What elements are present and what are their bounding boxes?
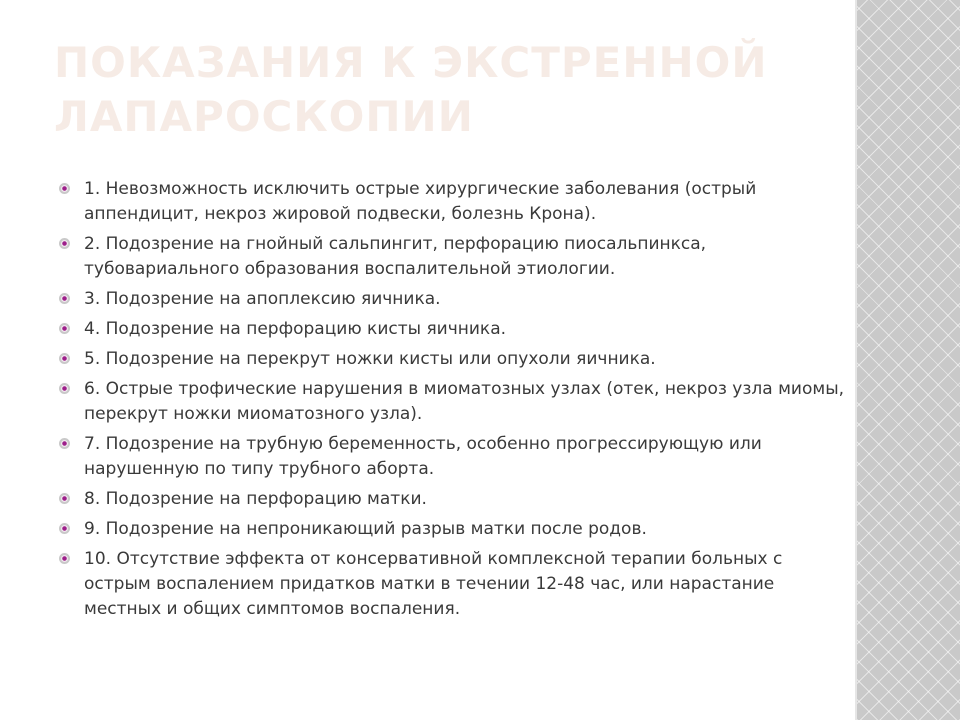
list-item-text: 8. Подозрение на перфорацию матки. xyxy=(84,489,427,509)
list-item-text: 3. Подозрение на апоплексию яичника. xyxy=(84,289,441,309)
list-item xyxy=(58,377,848,427)
list-item xyxy=(58,547,848,622)
list-item xyxy=(58,487,848,512)
list-item xyxy=(58,517,848,542)
list-item-text: 1. Невозможность исключить острые хирургические заболевания (острый аппендицит, некроз жировой подвески, болезнь Крона). xyxy=(84,179,757,224)
decorative-side-panel xyxy=(857,0,960,720)
list-item xyxy=(58,232,848,282)
bullet-icon xyxy=(59,438,70,449)
bullet-icon xyxy=(59,353,70,364)
list-item xyxy=(58,287,848,312)
bullet-icon xyxy=(59,293,70,304)
bullet-icon xyxy=(59,183,70,194)
bullet-icon xyxy=(59,383,70,394)
indications-list xyxy=(58,177,848,622)
list-item xyxy=(58,432,848,482)
list-item-text: 7. Подозрение на трубную беременность, особенно прогрессирующую или нарушенную по типу трубного аборта. xyxy=(84,434,762,479)
bullet-icon xyxy=(59,493,70,504)
slide-title: ПОКАЗАНИЯ К ЭКСТРЕННОЙ ЛАПАРОСКОПИИ xyxy=(54,38,768,141)
list-item-text: 5. Подозрение на перекрут ножки кисты или опухоли яичника. xyxy=(84,349,656,369)
list-item-text: 10. Отсутствие эффекта от консервативной комплексной терапии больных с острым воспалением придатков матки в течении 12-48 час, или нарастание местных и общих симптомов воспаления. xyxy=(84,549,783,619)
bullet-icon xyxy=(59,553,70,564)
bullet-icon xyxy=(59,323,70,334)
list-item xyxy=(58,347,848,372)
list-item-text: 2. Подозрение на гнойный сальпингит, перфорацию пиосальпинкса, тубовариального образования воспалительной этиологии. xyxy=(84,234,707,279)
list-item-text: 4. Подозрение на перфорацию кисты яичника. xyxy=(84,319,507,339)
bullet-icon xyxy=(59,523,70,534)
list-item xyxy=(58,317,848,342)
list-item-text: 6. Острые трофические нарушения в миоматозных узлах (отек, некроз узла миомы, перекрут ножки миоматозного узла). xyxy=(84,379,845,424)
bullet-icon xyxy=(59,238,70,249)
list-item xyxy=(58,177,848,227)
list-item-text: 9. Подозрение на непроникающий разрыв матки после родов. xyxy=(84,519,647,539)
